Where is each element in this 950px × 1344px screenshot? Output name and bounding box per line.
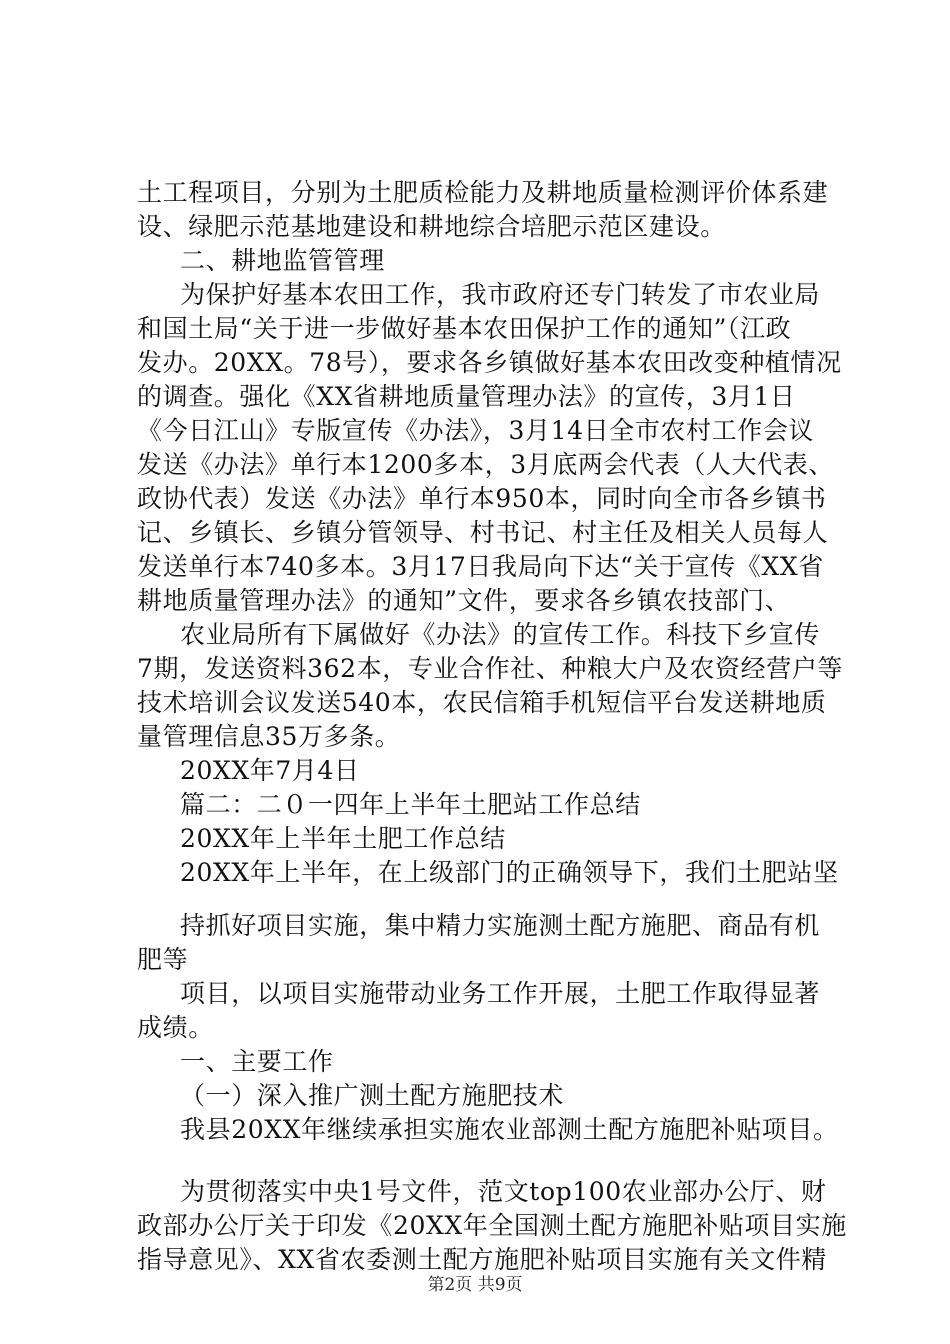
paragraph-line: 发送单行本740多本。3月17日我局向下达“关于宣传《XX省 (137, 552, 824, 581)
paragraph-line: 政协代表）发送《办法》单行本950本，同时向全市各乡镇书 (137, 484, 827, 513)
paragraph-line: 为贯彻落实中央1号文件，范文top100农业部办公厅、财 (180, 1177, 827, 1206)
section-heading: 二、耕地监管管理 (180, 246, 385, 275)
subsection-heading: （一）深入推广测土配方施肥技术 (180, 1081, 565, 1110)
paragraph-line: 持抓好项目实施，集中精力实施测土配方施肥、商品有机 (180, 911, 821, 940)
document-title: 20XX年上半年土肥工作总结 (180, 824, 506, 853)
paragraph-line: 为保护好基本农田工作，我市政府还专门转发了市农业局 (180, 280, 821, 309)
paragraph-line: 7期，发送资料362本，专业合作社、种粮大户及农资经营户等 (137, 654, 844, 683)
paragraph-line: 记、乡镇长、乡镇分管领导、村书记、村主任及相关人员每人 (137, 518, 829, 547)
page-number-footer: 第2页 共9页 (427, 1275, 523, 1295)
paragraph-line: 发送《办法》单行本1200多本，3月底两会代表（人大代表、 (137, 450, 834, 479)
paragraph-line: 耕地质量管理办法》的通知”文件，要求各乡镇农技部门、 (137, 586, 791, 615)
paragraph-line: 土工程项目，分别为土肥质检能力及耕地质量检测评价体系建 (137, 178, 829, 207)
paragraph-line: 肥等 (137, 945, 189, 974)
paragraph-line: 《今日江山》专版宣传《办法》，3月14日全市农村工作会议 (137, 416, 815, 445)
date-line: 20XX年7月4日 (180, 756, 360, 785)
paragraph-line: 量管理信息35万多条。 (137, 722, 401, 751)
paragraph-line: 的调查。强化《XX省耕地质量管理办法》的宣传，3月1日 (137, 382, 796, 411)
paragraph-line: 技术培训会议发送540本，农民信箱手机短信平台发送耕地质 (137, 688, 827, 717)
paragraph-line: 我县20XX年继续承担实施农业部测土配方施肥补贴项目。 (180, 1115, 839, 1144)
paragraph-line: 和国土局“关于进一步做好基本农田保护工作的通知”（江政 (137, 314, 792, 343)
chapter-title: 篇二：二０一四年上半年土肥站工作总结 (180, 790, 641, 819)
paragraph-line: 20XX年上半年，在上级部门的正确领导下，我们土肥站坚 (180, 858, 839, 887)
paragraph-line: 指导意见》、XX省农委测土配方施肥补贴项目实施有关文件精 (137, 1245, 827, 1274)
paragraph-line: 农业局所有下属做好《办法》的宣传工作。科技下乡宣传 (180, 620, 821, 649)
section-heading: 一、主要工作 (180, 1047, 334, 1076)
paragraph-line: 成绩。 (137, 1013, 214, 1042)
paragraph-line: 项目，以项目实施带动业务工作开展，土肥工作取得显著 (180, 979, 821, 1008)
paragraph-line: 发办。20XX。78号），要求各乡镇做好基本农田改变种植情况 (137, 348, 842, 377)
paragraph-line: 设、绿肥示范基地建设和耕地综合培肥示范区建设。 (137, 212, 726, 241)
paragraph-line: 政部办公厅关于印发《20XX年全国测土配方施肥补贴项目实施 (137, 1211, 847, 1240)
